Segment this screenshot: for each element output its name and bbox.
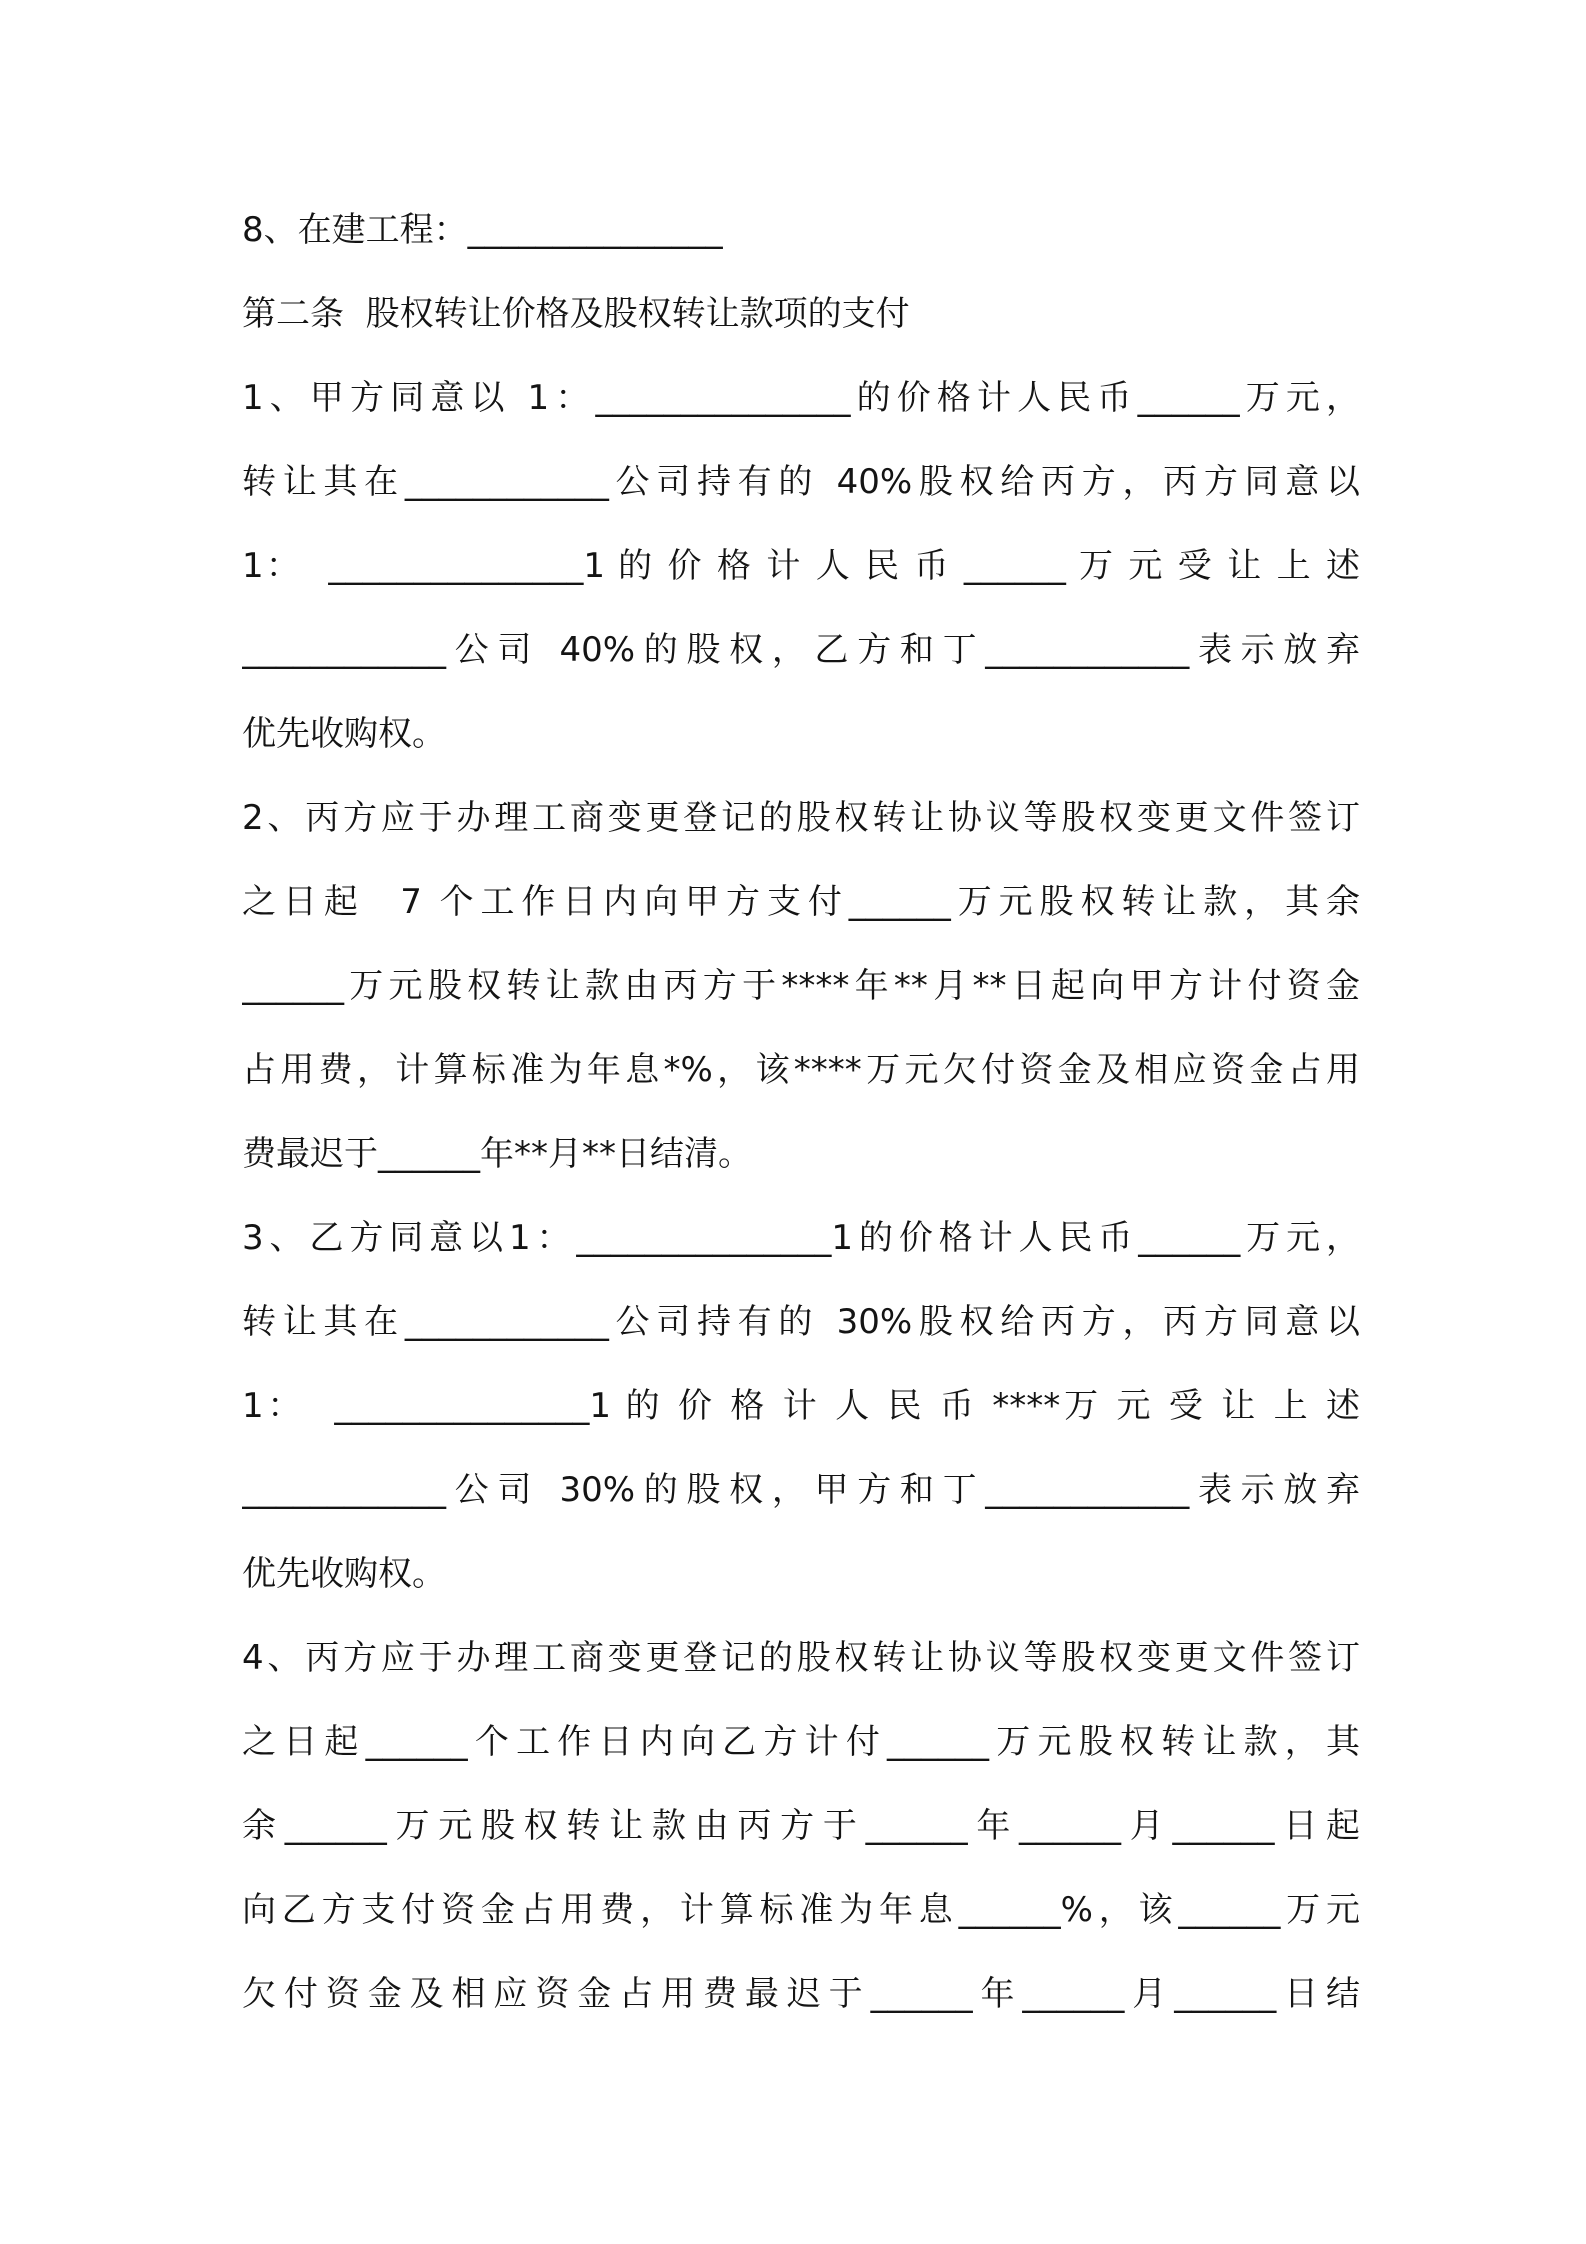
clause-3-line-4: ____________公司 30%的股权，甲方和丁____________表示放弃 <box>242 1470 1360 1510</box>
clause-3-line-3: 1： _______________1 的 价 格 计 人 民 币 ****万 元 受 让 上 述 <box>242 1386 1360 1426</box>
clause-4-line-1: 4、丙方应于办理工商变更登记的股权转让协议等股权变更文件签订 <box>242 1638 1360 1678</box>
clause-4-line-5: 欠付资金及相应资金占用费最迟于______年______月______日结 <box>242 1974 1360 2014</box>
clause-2-line-5: 费最迟于______年**月**日结清。 <box>242 1134 752 1174</box>
clause-2-line-2: 之日起 7 个工作日内向甲方支付______万元股权转让款，其余 <box>242 882 1360 922</box>
clause-2-line-1: 2、丙方应于办理工商变更登记的股权转让协议等股权变更文件签订 <box>242 798 1360 838</box>
clause-1-line-5: 优先收购权。 <box>242 714 446 754</box>
clause-2-line-3: ______万元股权转让款由丙方于****年**月**日起向甲方计付资金 <box>242 966 1360 1006</box>
clause-1-line-2: 转让其在____________公司持有的 40%股权给丙方，丙方同意以 <box>242 462 1360 502</box>
clause-3-line-1: 3、乙方同意以1：_______________1的价格计人民币______万元， <box>242 1218 1360 1258</box>
clause-2-line-4: 占用费，计算标准为年息*%，该****万元欠付资金及相应资金占用 <box>242 1050 1360 1090</box>
clause-4-line-2: 之日起______个工作日内向乙方计付______万元股权转让款，其 <box>242 1722 1360 1762</box>
clause-3-line-5: 优先收购权。 <box>242 1554 446 1594</box>
item-8-construction-in-progress: 8、在建工程：_______________ <box>242 210 723 250</box>
clause-4-line-3: 余______万元股权转让款由丙方于______年______月______日起 <box>242 1806 1360 1846</box>
article-2-heading: 第二条 股权转让价格及股权转让款项的支付 <box>242 294 910 334</box>
clause-1-line-3: 1： _______________1 的 价 格 计 人 民 币 ______ 万 元 受 让 上 述 <box>242 546 1360 586</box>
clause-3-line-2: 转让其在____________公司持有的 30%股权给丙方，丙方同意以 <box>242 1302 1360 1342</box>
clause-4-line-4: 向乙方支付资金占用费，计算标准为年息______%，该______万元 <box>242 1890 1360 1930</box>
clause-1-line-4: ____________公司 40%的股权，乙方和丁____________表示放弃 <box>242 630 1360 670</box>
clause-1-line-1: 1、甲方同意以 1：_______________的价格计人民币______万元， <box>242 378 1360 418</box>
